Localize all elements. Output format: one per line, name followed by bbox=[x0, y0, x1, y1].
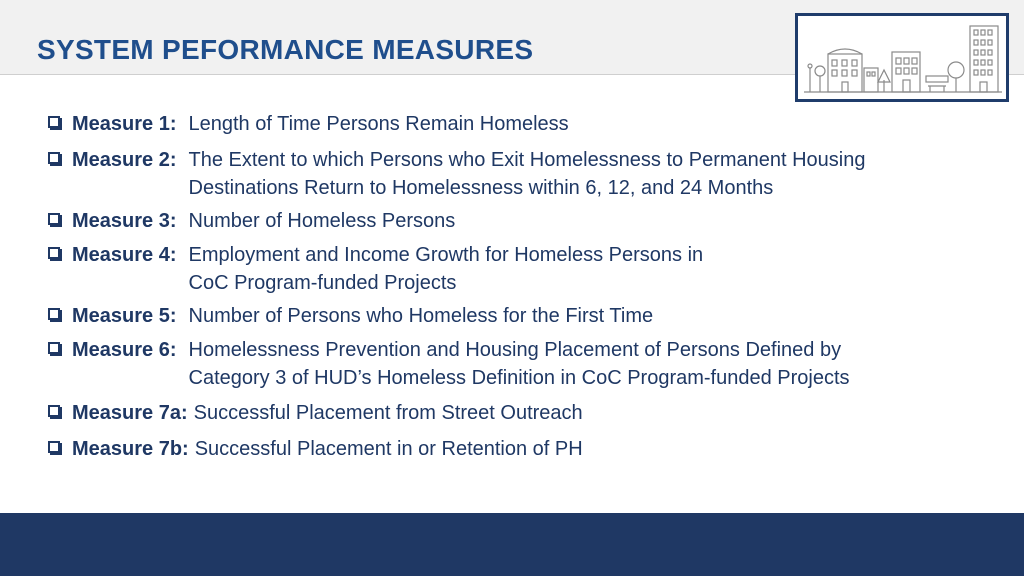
checkbox-bullet-icon bbox=[48, 342, 60, 354]
measure-item bbox=[48, 110, 889, 138]
checkbox-bullet-icon bbox=[48, 213, 60, 225]
measure-label: Measure 2: bbox=[72, 149, 177, 171]
checkbox-bullet-icon bbox=[48, 247, 60, 259]
measure-description: Length of Time Persons Remain Homeless bbox=[188, 113, 569, 135]
measure-label: Measure 4: bbox=[72, 244, 177, 266]
measure-description: Number of Persons who Homeless for the First Time bbox=[188, 305, 654, 327]
slide-title: SYSTEM PEFORMANCE MEASURES bbox=[37, 34, 534, 65]
measure-item bbox=[48, 336, 889, 392]
footer-band bbox=[0, 513, 1024, 576]
city-buildings-icon bbox=[798, 16, 1006, 99]
measure-label: Measure 7a: bbox=[72, 402, 188, 424]
measure-label: Measure 1: bbox=[72, 113, 177, 135]
measure-description: Number of Homeless Persons bbox=[188, 210, 456, 232]
measure-label: Measure 6: bbox=[72, 339, 177, 361]
measure-item bbox=[48, 435, 895, 463]
city-logo bbox=[795, 13, 1009, 102]
measure-label: Measure 7b: bbox=[72, 438, 189, 460]
checkbox-bullet-icon bbox=[48, 116, 60, 128]
measure-label: Measure 5: bbox=[72, 305, 177, 327]
measure-description: Homelessness Prevention and Housing Placement of Persons Defined by Category 3 of HUD’s Homeless Definition in CoC Program-funded Projects bbox=[188, 339, 850, 389]
measure-description: The Extent to which Persons who Exit Homelessness to Permanent Housing Destinations Return to Homelessness within 6, 12, and 24 Months bbox=[188, 149, 866, 199]
measure-item bbox=[48, 146, 909, 202]
measure-item bbox=[48, 207, 889, 235]
measure-description: Successful Placement in or Retention of PH bbox=[194, 438, 583, 460]
checkbox-bullet-icon bbox=[48, 405, 60, 417]
checkbox-bullet-icon bbox=[48, 308, 60, 320]
measure-item bbox=[48, 241, 749, 297]
checkbox-bullet-icon bbox=[48, 441, 60, 453]
measure-item bbox=[48, 302, 889, 330]
measure-item bbox=[48, 399, 894, 427]
measure-label: Measure 3: bbox=[72, 210, 177, 232]
checkbox-bullet-icon bbox=[48, 152, 60, 164]
measure-description: Employment and Income Growth for Homeless Persons in CoC Program-funded Projects bbox=[188, 244, 704, 294]
measure-description: Successful Placement from Street Outreach bbox=[193, 402, 583, 424]
